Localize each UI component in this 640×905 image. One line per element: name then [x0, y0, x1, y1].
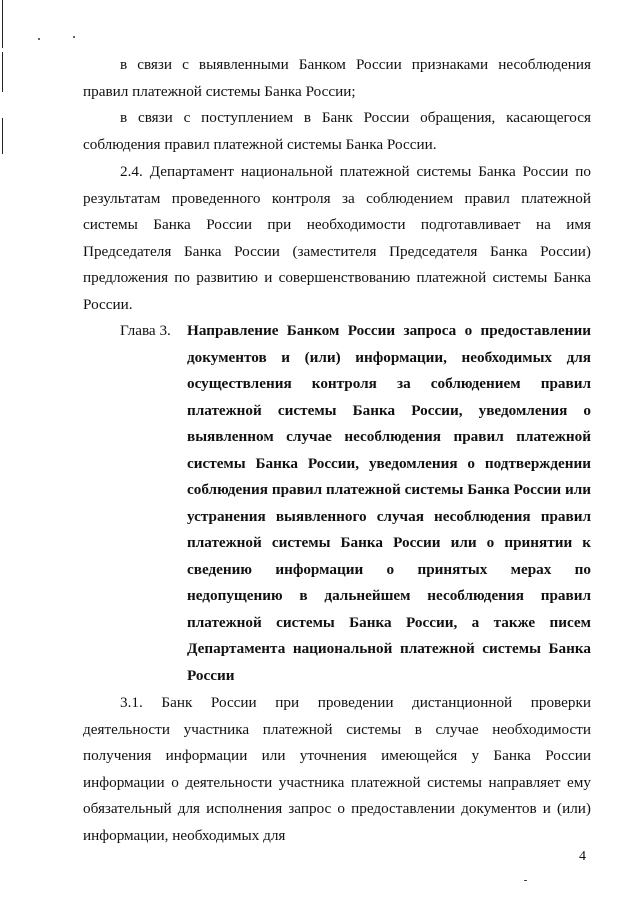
chapter-title: Направление Банком России запроса о предоставлении документов и (или) информации, необходимых для осуществления контроля за соблюдением правил платежной системы Банка России, уведомления о выявленном случае несоблюдения правил платежной системы Банка России, уведомления о подтверждении соблюдения правил платежной системы Банка России или устранения выявленного случая несоблюдения правил платежной системы Банка России или о принятии к сведению информации о принятых мерах по недопущению в дальнейшем несоблюдения правил платежной системы Банка России, а также писем Департамента национальной платежной системы Банка России	[187, 322, 591, 684]
left-margin-rule-top	[2, 0, 3, 48]
page-number: 4	[579, 849, 586, 864]
chapter-number: Глава 3.	[120, 322, 171, 339]
left-margin-rule-lower	[2, 118, 3, 154]
scan-speck	[73, 36, 75, 38]
paragraph-list-item-2: в связи с поступлением в Банк России обращения, касающегося соблюдения правил платежной системы Банка России.	[83, 109, 591, 153]
left-margin-rule-middle	[2, 52, 3, 92]
paragraph-2-4: 2.4. Департамент национальной платежной системы Банка России по результатам проведенного контроля за соблюдением правил платежной системы Банка России при необходимости подготавливает на имя Председателя Банка России (заместителя Председателя Банка России) предложения по развитию и совершенствованию платежной системы Банка России.	[83, 163, 591, 313]
paragraph-3-1: 3.1. Банк России при проведении дистанционной проверки деятельности участника платежной системы в случае необходимости получения информации или уточнения имеющейся у Банка России информации о деятельности участника платежной системы направляет ему обязательный для исполнения запрос о предоставлении документов и (или) информации, необходимых для	[83, 694, 591, 844]
scan-speck	[38, 38, 40, 40]
paragraph-list-item-1: в связи с выявленными Банком России признаками несоблюдения правил платежной системы Банка России;	[83, 56, 591, 100]
scan-speck	[524, 880, 527, 881]
